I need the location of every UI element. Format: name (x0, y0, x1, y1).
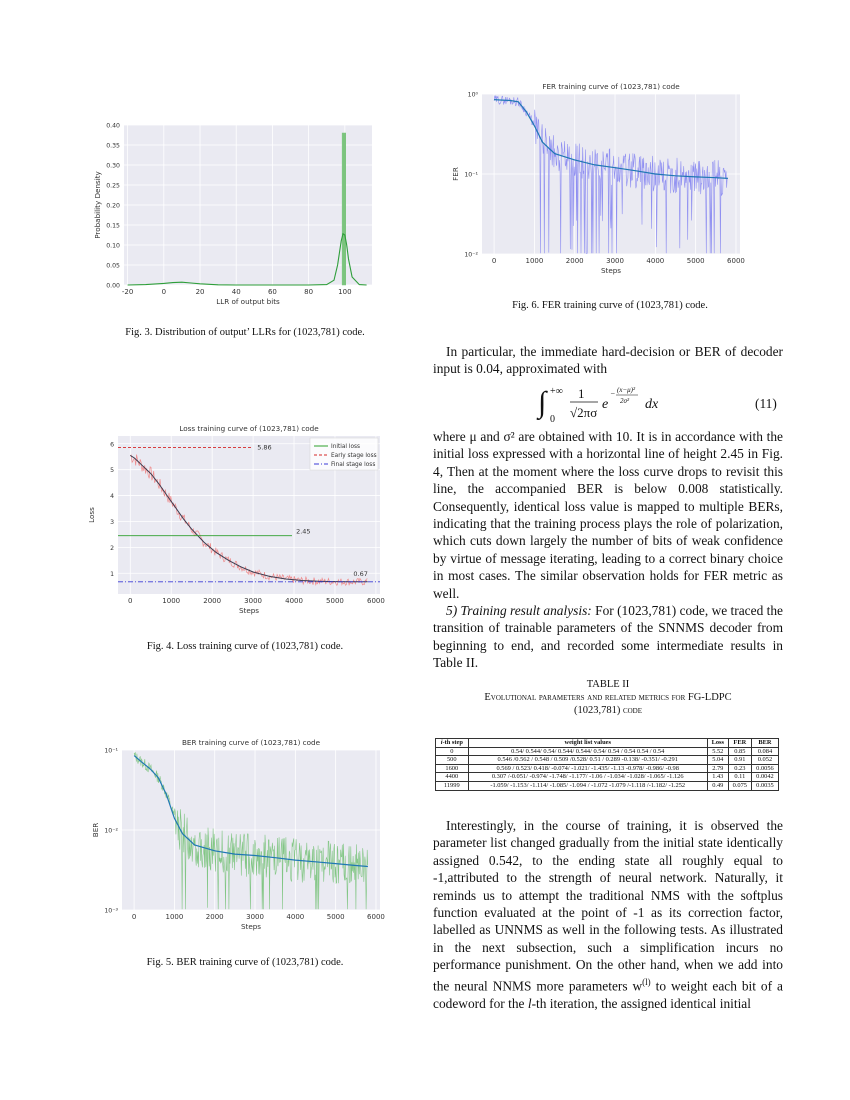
x-tick-label: 2000 (565, 257, 584, 265)
y-tick-label: 10⁻¹ (464, 171, 478, 179)
x-tick-label: 60 (267, 288, 277, 296)
svg-text:1: 1 (578, 386, 585, 401)
paragraph-1 (433, 343, 783, 378)
figure-6 (450, 80, 750, 290)
y-tick-label: 0.40 (106, 122, 120, 130)
y-axis-label: Probability Density (93, 171, 102, 239)
fig6-chart (450, 80, 750, 290)
table-row (436, 773, 779, 782)
svg-text:√2πσ: √2πσ (570, 405, 598, 420)
table-cell: 0.11 (728, 773, 751, 782)
paragraph-3-text: For (1023,781) code, we traced the transition of trainable parameters of the SNNMS decoder from beginning to end, and recorded some intermediate results in Table II. (433, 603, 783, 671)
y-tick-label: 0.35 (106, 142, 120, 150)
svg-text:∫: ∫ (538, 386, 547, 419)
equation-11 (520, 382, 790, 422)
paragraph-4 (433, 817, 783, 1012)
figure-3 (80, 115, 390, 315)
svg-text:−: − (610, 389, 616, 398)
early-stage-loss-label: 5.86 (257, 443, 272, 452)
y-tick-label: 6 (110, 441, 114, 449)
table-header-cell: weight list values (468, 739, 707, 748)
table-cell: 500 (436, 756, 469, 765)
table-header-cell: BER (751, 739, 778, 748)
x-tick-label: 6000 (366, 597, 385, 605)
x-tick-label: 5000 (326, 913, 345, 921)
paragraph-3 (433, 602, 783, 672)
x-tick-label: 0 (128, 597, 133, 605)
svg-text:dx: dx (645, 397, 659, 412)
table-header-cell: Loss (707, 739, 728, 748)
table-cell: 0.546 /0.562 / 0.548 / 0.509 /0.528/ 0.51 / 0.289 -0.138/ -0.351/ -0.291 (468, 756, 707, 765)
table-body (436, 747, 779, 790)
legend-label: Initial loss (331, 444, 361, 451)
x-tick-label: 80 (304, 288, 314, 296)
y-tick-label: 0.00 (106, 282, 120, 290)
x-tick-label: 1000 (162, 597, 181, 605)
table-cell: 0.54/ 0.544/ 0.54/ 0.544/ 0.544/ 0.54/ 0.54 / 0.54 0.54 / 0.54 (468, 747, 707, 756)
fig6-caption: Fig. 6. FER training curve of (1023,781) code. (512, 300, 708, 311)
paragraph-4-main: Interestingly, in the course of training, it is observed the parameter list changed gradually from the initial state identically assigned 0.542, to the ending state all roughly equal to -1,attributed to the strength of neural network. Naturally, it reminds us to attempt the traditional NMS with the softplus function evaluated at the point of -1 as its correction factor, labelled as UNNMS as well in the following tests. As illustrated in the next subsection, such a simplification incurs no performance punishment. On the other hand, when we add into the neural NNMS more parameters w (433, 818, 783, 994)
table-row (436, 781, 779, 790)
y-tick-label: 10⁰ (467, 91, 478, 99)
table-cell: 0.052 (751, 756, 778, 765)
y-tick-label: 0.05 (106, 262, 120, 270)
table-label: TABLE II (586, 679, 630, 690)
x-tick-label: 3000 (244, 597, 263, 605)
table-row (436, 764, 779, 773)
table-caption (433, 678, 783, 717)
fig5-caption: Fig. 5. BER training curve of (1023,781) code. (146, 957, 344, 968)
table-header-cell: FER (728, 739, 751, 748)
x-tick-label: 1000 (165, 913, 184, 921)
y-tick-label: 3 (110, 518, 114, 526)
table-cell: 0.0035 (751, 781, 778, 790)
paragraph-4-sup: (l) (642, 976, 651, 987)
x-tick-label: 0 (131, 913, 137, 921)
fig4-chart (87, 420, 390, 630)
paragraph-4-end: -th iteration, the assigned identical initial (531, 995, 751, 1011)
table-cell: 0.084 (751, 747, 778, 756)
svg-text:0: 0 (550, 414, 555, 424)
y-tick-label: 1 (110, 570, 114, 578)
y-tick-label: 0.15 (106, 222, 120, 230)
figure-4 (87, 420, 390, 630)
table-cell: 0 (436, 747, 469, 756)
x-tick-label: 3000 (246, 913, 264, 921)
y-tick-label: 0.10 (106, 242, 120, 250)
table-cell: 1600 (436, 764, 469, 773)
x-axis-label: Steps (238, 606, 260, 615)
x-tick-label: 5000 (686, 257, 705, 265)
table-cell: 0.0042 (751, 773, 778, 782)
svg-text:2σ²: 2σ² (620, 397, 630, 405)
table-title-line2: (1023,781) code (573, 705, 643, 716)
paragraph-1-text: In particular, the immediate hard-decision or BER of decoder input is 0.04, approximated with (433, 344, 783, 377)
table-header-row (436, 739, 779, 748)
x-axis-label: Steps (240, 922, 262, 931)
x-tick-label: 100 (338, 288, 352, 296)
table-cell: 0.0056 (751, 764, 778, 773)
x-tick-label: 2000 (203, 597, 222, 605)
fig5-chart (90, 736, 390, 941)
table-cell: 0.91 (728, 756, 751, 765)
y-axis-label: Loss (87, 507, 96, 523)
table-cell: 5.04 (707, 756, 728, 765)
y-tick-label: 2 (110, 544, 114, 552)
chart-title: Loss training curve of (1023,781) code (179, 424, 319, 433)
table-cell: 2.79 (707, 764, 728, 773)
svg-text:+∞: +∞ (550, 386, 563, 397)
table-header-cell: i-th step (436, 739, 469, 748)
table-cell: 0.23 (728, 764, 751, 773)
x-tick-label: 40 (231, 288, 241, 296)
x-tick-label: 5000 (326, 597, 344, 605)
x-tick-label: 20 (195, 288, 205, 296)
fig3-chart (80, 115, 390, 315)
fig3-caption: Fig. 3. Distribution of output’ LLRs for (1023,781) code. (125, 327, 365, 338)
x-tick-label: 6000 (727, 257, 745, 265)
paragraph-4-tail: to weight each bit of a codeword for the (433, 978, 783, 1011)
table-cell: 5.52 (707, 747, 728, 756)
chart-title: BER training curve of (1023,781) code (181, 738, 321, 747)
table-cell: 1.43 (707, 773, 728, 782)
table-row (436, 747, 779, 756)
y-tick-label: 10⁻³ (104, 907, 118, 915)
svg-text:(x−μ)²: (x−μ)² (617, 386, 636, 394)
x-tick-label: 4000 (286, 913, 305, 921)
figure-5 (90, 736, 390, 941)
legend (310, 438, 378, 470)
paragraph-4-text (433, 817, 783, 1012)
results-table (435, 738, 779, 791)
equation-graphic (520, 382, 790, 424)
table-cell: 11999 (436, 781, 469, 790)
legend-label: Final stage loss (331, 462, 376, 469)
histogram-bar (342, 133, 346, 285)
y-tick-label: 10⁻² (464, 251, 478, 259)
x-tick-label: 0 (491, 257, 497, 265)
svg-text:e: e (602, 397, 609, 412)
y-tick-label: 5 (110, 467, 114, 475)
x-tick-label: 4000 (646, 257, 665, 265)
fig4-caption: Fig. 4. Loss training curve of (1023,781) code. (146, 641, 344, 652)
y-axis-label: BER (91, 822, 100, 838)
paragraph-4-l: l (527, 995, 532, 1011)
table-cell: -1.059/ -1.153/ -1.114/ -1.085/ -1.094 / -1.072 -1.079 /-1.118 /-1.182/ -1.252 (468, 781, 707, 790)
table-row (436, 756, 779, 765)
x-tick-label: 1000 (525, 257, 544, 265)
x-tick-label: 6000 (367, 913, 385, 921)
table-cell: 0.307 /-0.051/ -0.974/ -1.748/ -1.177/ -1.06 / -1.034/ -1.028/ -1.065/ -1.126 (468, 773, 707, 782)
initial-loss-label: 2.45 (296, 527, 311, 536)
y-tick-label: 4 (110, 493, 114, 501)
table-cell: 4400 (436, 773, 469, 782)
y-tick-label: 0.20 (106, 202, 120, 210)
equation-number: (11) (755, 396, 777, 411)
table-cell: 0.075 (728, 781, 751, 790)
x-tick-label: 0 (161, 288, 167, 296)
y-tick-label: 10⁻² (104, 827, 118, 835)
paragraph-3-heading: 5) Training result analysis: (446, 603, 592, 619)
y-tick-label: 10⁻¹ (104, 747, 118, 755)
paragraph-2-text: where μ and σ² are obtained with 10. It is in accordance with the initial loss expressed with a horizontal line of height 2.45 in Fig. 4, Then at the moment where the loss curve drops to revisit this line, the accompanied BER is below 0.008 statistically. Consequently, identical loss value is mapped to multiple BERs, indicating that the training process plays the role of polarization, which cuts down largely the number of bits of weak confidence by virtue of message iterating, leading to a correct binary choice in most cases. The similar observation holds for FER metric as well. (433, 429, 783, 601)
table-cell: 0.85 (728, 747, 751, 756)
x-axis-label: LLR of output bits (216, 297, 280, 306)
paragraph-2 (433, 428, 783, 672)
table-title-line1: Evolutional parameters and related metrics for FG-LDPC (484, 692, 732, 703)
table-cell: 0.49 (707, 781, 728, 790)
x-tick-label: -20 (121, 288, 134, 296)
final-stage-loss-label: 0.67 (353, 569, 368, 578)
x-tick-label: 3000 (606, 257, 624, 265)
y-tick-label: 0.25 (106, 182, 120, 190)
x-tick-label: 4000 (285, 597, 303, 605)
legend-label: Early stage loss (331, 453, 377, 460)
x-tick-label: 2000 (205, 913, 224, 921)
table-cell: 0.569 / 0.523/ 0.418/ -0.074/ -1.021/ -1.435/ -1.13 -0.978/ -0.986/ -0.98 (468, 764, 707, 773)
y-axis-label: FER (451, 167, 460, 181)
chart-title: FER training curve of (1023,781) code (542, 82, 680, 91)
y-tick-label: 0.30 (106, 162, 120, 170)
x-axis-label: Steps (600, 266, 622, 275)
